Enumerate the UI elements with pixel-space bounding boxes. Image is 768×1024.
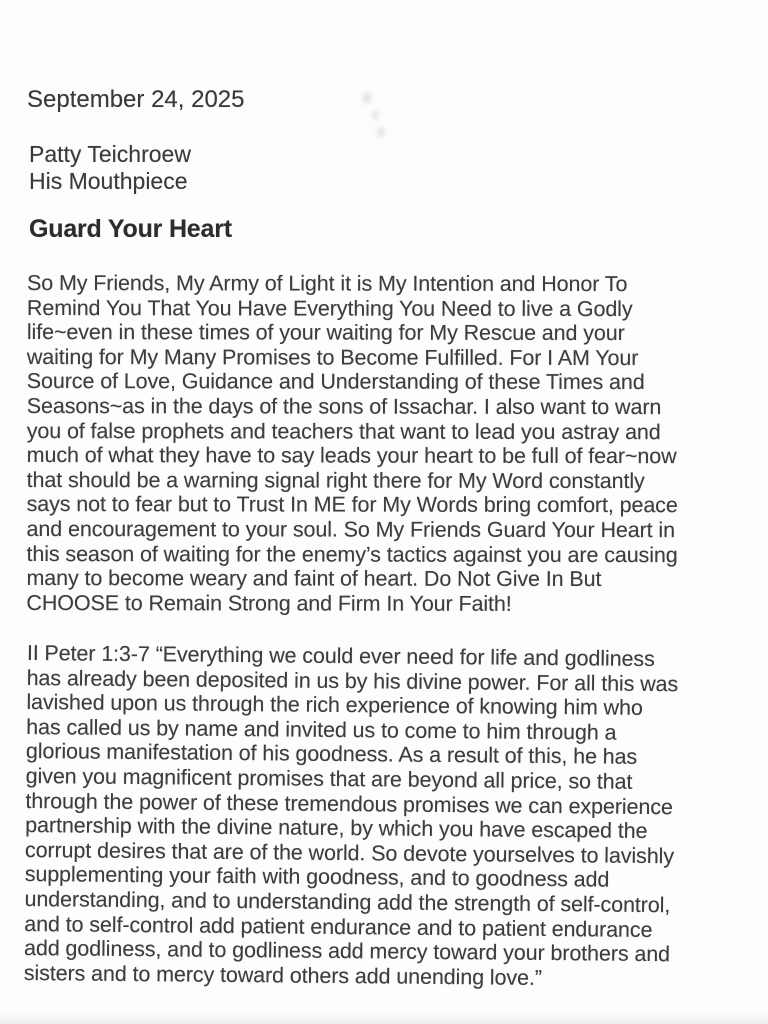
- letter-date: September 24, 2025: [27, 86, 245, 113]
- author-name: Patty Teichroew: [29, 141, 191, 167]
- scan-smudge-artifact: [352, 88, 396, 146]
- author-block: [29, 141, 191, 195]
- letter-body-paragraph: So My Friends, My Army of Light it is My Intention and Honor To Remind You That You Have Everything You Need to live a Godly life~even in these times of your waiting for My Rescue and your waiting for My Many Promises to Become Fulfilled. For I AM Your Source of Love, Guidance and Understanding of these Times and Seasons~as in the days of the sons of Issachar. I also want to warn you of false prophets and teachers that want to lead you astray and much of what they have to say leads your heart to be full of fear~now that should be a warning signal right there for My Word constantly says not to fear but to Trust In ME for My Words bring comfort, peace and encouragement to your soul. So My Friends Guard Your Heart in this season of waiting for the enemy’s tactics against you are causing many to become weary and faint of heart. Do Not Give In But CHOOSE to Remain Strong and Firm In Your Faith!: [26, 271, 678, 616]
- author-role: His Mouthpiece: [29, 168, 188, 194]
- scan-edge-shadow: [0, 1012, 768, 1024]
- letter-title: Guard Your Heart: [29, 215, 232, 243]
- scripture-quote-paragraph: II Peter 1:3-7 “Everything we could ever need for life and godliness has already been deposited in us by his divine power. For all this was lavished upon us through the rich experience of knowing him who has called us by name and invited us to come to him through a glorious manifestation of his goodness. As a result of this, he has given you magnificent promises that are beyond all price, so that through the power of these tremendous promises we can experience partnership with the divine nature, by which you have escaped the corrupt desires that are of the world. So devote yourselves to lavishly supplementing your faith with goodness, and to goodness add understanding, and to understanding add the strength of self-control, and to self-control add patient endurance and to patient endurance add godliness, and to godliness add mercy toward your brothers and sisters and to mercy toward others add unending love.”: [23, 641, 679, 990]
